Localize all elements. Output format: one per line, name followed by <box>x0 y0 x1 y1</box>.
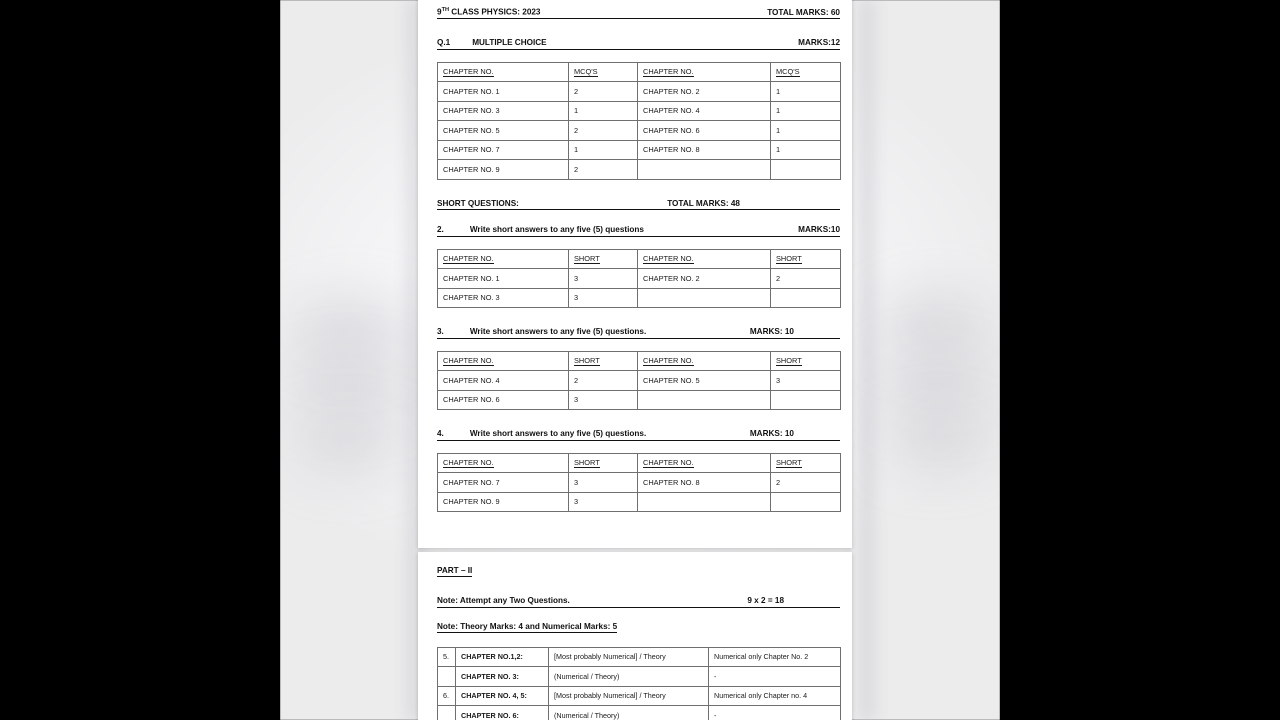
table-cell-type: (Numerical / Theory) <box>549 706 709 720</box>
table-header-cell: SHORT <box>569 453 638 473</box>
table-cell: CHAPTER NO. 3 <box>438 288 569 308</box>
part-2-attempt-note: Note: Attempt any Two Questions. <box>437 596 570 605</box>
spacer <box>437 633 840 647</box>
spacer <box>437 308 840 326</box>
table-cell <box>771 492 841 512</box>
table-cell-note: - <box>709 706 841 720</box>
background-smudge <box>880 295 990 355</box>
table-cell: CHAPTER NO. 1 <box>438 82 569 102</box>
letterbox-bar-right <box>1000 0 1280 720</box>
table-cell: 2 <box>569 121 638 141</box>
table-header-cell: MCQ'S <box>771 62 841 82</box>
spacer <box>437 410 840 428</box>
part-2-heading: PART – II <box>437 566 473 575</box>
table-header-row <box>438 453 841 473</box>
table-cell: 3 <box>569 390 638 410</box>
q1-heading-line <box>437 37 840 50</box>
table-cell: CHAPTER NO. 6 <box>438 390 569 410</box>
total-marks-60: TOTAL MARKS: 60 <box>767 7 840 17</box>
table-cell: CHAPTER NO. 7 <box>438 140 569 160</box>
short-questions-total-marks: TOTAL MARKS: 48 <box>667 198 740 208</box>
q2-number: 2. <box>437 225 444 235</box>
table-cell <box>638 390 771 410</box>
spacer <box>437 210 840 224</box>
table-cell-chapter: CHAPTER NO. 4, 5: <box>456 686 549 706</box>
page-2-content <box>437 560 840 720</box>
exam-title-line <box>437 5 840 19</box>
table-row <box>438 160 841 180</box>
q2-marks: MARKS:10 <box>798 225 840 235</box>
table-row <box>438 140 841 160</box>
table-row <box>438 269 841 289</box>
q2-heading-line <box>437 224 840 237</box>
table-cell: 1 <box>569 101 638 121</box>
table-cell-type: [Most probably Numerical] / Theory <box>549 686 709 706</box>
q3-heading-line <box>437 326 840 339</box>
table-cell-note: Numerical only Chapter no. 4 <box>709 686 841 706</box>
page-1-content <box>437 5 840 512</box>
table-header-row <box>438 351 841 371</box>
table-header-row <box>438 62 841 82</box>
table-cell-chapter: CHAPTER NO. 6: <box>456 706 549 720</box>
mcq-distribution-table <box>437 62 841 180</box>
short-questions-label: SHORT QUESTIONS: <box>437 198 519 208</box>
table-header-cell: SHORT <box>569 249 638 269</box>
table-cell: 3 <box>569 288 638 308</box>
class-label: 9TH CLASS PHYSICS: 2023 <box>437 7 541 17</box>
q3-marks: MARKS: 10 <box>749 327 794 337</box>
table-cell: 3 <box>569 269 638 289</box>
spacer <box>437 441 840 453</box>
table-row <box>438 288 841 308</box>
table-header-cell: CHAPTER NO. <box>638 453 771 473</box>
q2-title: Write short answers to any five (5) questions <box>469 225 644 235</box>
table-cell: CHAPTER NO. 9 <box>438 160 569 180</box>
table-cell: CHAPTER NO. 6 <box>638 121 771 141</box>
table-header-cell: CHAPTER NO. <box>638 249 771 269</box>
table-cell-index: 6. <box>438 686 456 706</box>
table-cell <box>638 160 771 180</box>
q1-number: Q.1 <box>437 38 451 48</box>
document-page-1 <box>418 0 852 548</box>
table-cell-note: Numerical only Chapter No. 2 <box>709 647 841 667</box>
part-2-theory-note: Note: Theory Marks: 4 and Numerical Marks: 5 <box>437 621 618 631</box>
table-header-cell: CHAPTER NO. <box>438 62 569 82</box>
background-smudge <box>286 360 416 415</box>
table-cell-index: 5. <box>438 647 456 667</box>
table-row <box>438 473 841 493</box>
table-row <box>438 101 841 121</box>
table-cell-index <box>438 667 456 687</box>
q4-heading-line <box>437 428 840 441</box>
q1-marks: MARKS:12 <box>798 38 840 48</box>
table-header-cell: CHAPTER NO. <box>438 351 569 371</box>
q2-short-distribution-table <box>437 249 841 309</box>
table-cell: CHAPTER NO. 2 <box>638 269 771 289</box>
table-cell: 1 <box>771 121 841 141</box>
part-2-heading-line <box>437 566 840 577</box>
table-cell-index <box>438 706 456 720</box>
table-header-cell: CHAPTER NO. <box>438 249 569 269</box>
part-2-theory-note-line <box>437 622 840 633</box>
table-cell: CHAPTER NO. 8 <box>638 140 771 160</box>
table-row <box>438 647 841 667</box>
document-page-2 <box>418 552 852 720</box>
table-row <box>438 706 841 720</box>
table-cell: CHAPTER NO. 1 <box>438 269 569 289</box>
spacer <box>437 180 840 198</box>
table-cell <box>638 288 771 308</box>
q3-number: 3. <box>437 327 444 337</box>
table-cell: CHAPTER NO. 7 <box>438 473 569 493</box>
table-header-cell: MCQ'S <box>569 62 638 82</box>
table-header-cell: SHORT <box>569 351 638 371</box>
table-row <box>438 390 841 410</box>
table-cell: 3 <box>569 473 638 493</box>
table-cell: 2 <box>771 269 841 289</box>
q3-title: Write short answers to any five (5) questions. <box>469 327 647 337</box>
table-header-row <box>438 249 841 269</box>
background-smudge <box>292 420 402 470</box>
spacer <box>437 50 840 62</box>
table-cell-type: [Most probably Numerical] / Theory <box>549 647 709 667</box>
table-cell: 1 <box>771 101 841 121</box>
table-row <box>438 667 841 687</box>
table-cell-type: (Numerical / Theory) <box>549 667 709 687</box>
background-smudge <box>884 418 988 466</box>
table-cell <box>771 288 841 308</box>
table-header-cell: CHAPTER NO. <box>638 62 771 82</box>
part-2-marks-formula: 9 x 2 = 18 <box>747 596 784 605</box>
table-header-cell: CHAPTER NO. <box>638 351 771 371</box>
background-stripe <box>854 0 880 720</box>
table-cell: CHAPTER NO. 8 <box>638 473 771 493</box>
table-cell <box>638 492 771 512</box>
background-smudge <box>876 358 996 413</box>
table-cell: CHAPTER NO. 4 <box>638 101 771 121</box>
q4-number: 4. <box>437 429 444 439</box>
table-cell: 2 <box>771 473 841 493</box>
table-cell: CHAPTER NO. 2 <box>638 82 771 102</box>
letterbox-bar-left <box>0 0 280 720</box>
table-cell-note: - <box>709 667 841 687</box>
table-cell: 2 <box>569 160 638 180</box>
table-row <box>438 82 841 102</box>
table-cell: 1 <box>771 82 841 102</box>
part-2-attempt-note-line <box>437 595 840 608</box>
table-row <box>438 686 841 706</box>
table-cell-chapter: CHAPTER NO. 3: <box>456 667 549 687</box>
q4-marks: MARKS: 10 <box>749 429 794 439</box>
spacer <box>437 608 840 622</box>
q4-short-distribution-table <box>437 453 841 513</box>
table-cell: 2 <box>569 371 638 391</box>
table-header-cell: SHORT <box>771 351 841 371</box>
spacer <box>437 237 840 249</box>
spacer <box>437 339 840 351</box>
spacer <box>437 19 840 37</box>
table-row <box>438 121 841 141</box>
table-cell: 3 <box>771 371 841 391</box>
table-cell: 1 <box>569 140 638 160</box>
table-cell: 2 <box>569 82 638 102</box>
table-cell: CHAPTER NO. 4 <box>438 371 569 391</box>
table-cell: CHAPTER NO. 3 <box>438 101 569 121</box>
table-cell <box>771 160 841 180</box>
table-header-cell: SHORT <box>771 453 841 473</box>
table-cell: CHAPTER NO. 9 <box>438 492 569 512</box>
background-smudge <box>290 300 410 360</box>
spacer <box>437 577 840 595</box>
table-cell: CHAPTER NO. 5 <box>438 121 569 141</box>
table-row <box>438 371 841 391</box>
table-cell-chapter: CHAPTER NO.1,2: <box>456 647 549 667</box>
q1-title: MULTIPLE CHOICE <box>472 38 547 48</box>
short-questions-heading-line <box>437 198 840 211</box>
table-cell: CHAPTER NO. 5 <box>638 371 771 391</box>
table-cell <box>771 390 841 410</box>
q3-short-distribution-table <box>437 351 841 411</box>
table-row <box>438 492 841 512</box>
table-cell: 3 <box>569 492 638 512</box>
table-header-cell: CHAPTER NO. <box>438 453 569 473</box>
q4-title: Write short answers to any five (5) questions. <box>469 429 647 439</box>
part-2-distribution-table <box>437 647 841 720</box>
table-cell: 1 <box>771 140 841 160</box>
table-header-cell: SHORT <box>771 249 841 269</box>
